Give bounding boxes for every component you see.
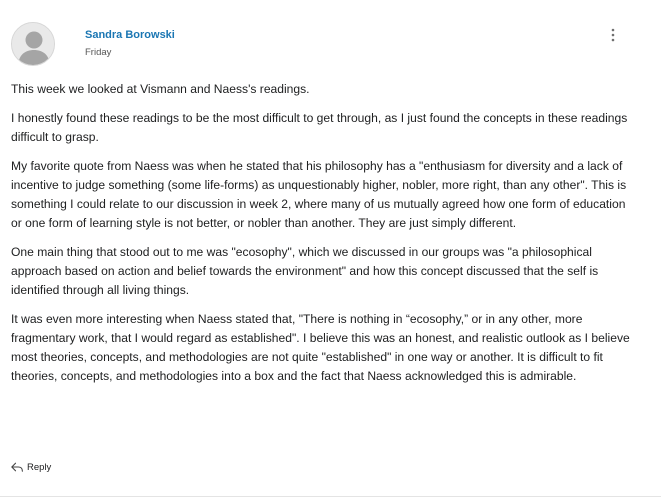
reply-button[interactable] [10, 460, 51, 474]
avatar[interactable] [11, 22, 55, 66]
post-paragraph: This week we looked at Vismann and Naess's readings. [11, 82, 310, 96]
user-avatar-icon [12, 23, 55, 66]
divider [0, 496, 661, 497]
author-name-link[interactable]: Sandra Borowski [85, 29, 175, 41]
post-date: Friday [85, 47, 112, 58]
post-paragraph: One main thing that stood out to me was "ecosophy", which we discussed in our groups was "a philosophical approach based on action and belief towards the environment" and how this concept discussed that the self is identified through all living things. [11, 245, 599, 297]
reply-arrow-icon [10, 460, 24, 474]
more-vertical-icon [604, 26, 622, 44]
post-body [11, 80, 631, 396]
reply-label: Reply [27, 461, 52, 473]
more-options-button[interactable] [604, 26, 622, 44]
post-paragraph: It was even more interesting when Naess stated that, "There is nothing in “ecosophy,” or in any other, more fragmentary work, that I would regard as established". I believe this was an honest, and realistic outlook as I believe most theories, concepts, and methodologies are not quite "established" in one way or another. It is difficult to fit theories, concepts, and methodologies into a box and the fact that Naess acknowledged this is admirable. [11, 312, 630, 383]
post-paragraph: I honestly found these readings to be the most difficult to get through, as I just found the concepts in these readings difficult to grasp. [11, 111, 628, 144]
post-paragraph: My favorite quote from Naess was when he stated that his philosophy has a "enthusiasm for diversity and a lack of incentive to judge something (some life-forms) as unquestionably higher, nobler, more right, than any other". This is something I could relate to our discussion in week 2, where many of us mutually agreed how one form of education or one form of learning style is not better, or nobler than another. They are just simply different. [11, 159, 627, 230]
